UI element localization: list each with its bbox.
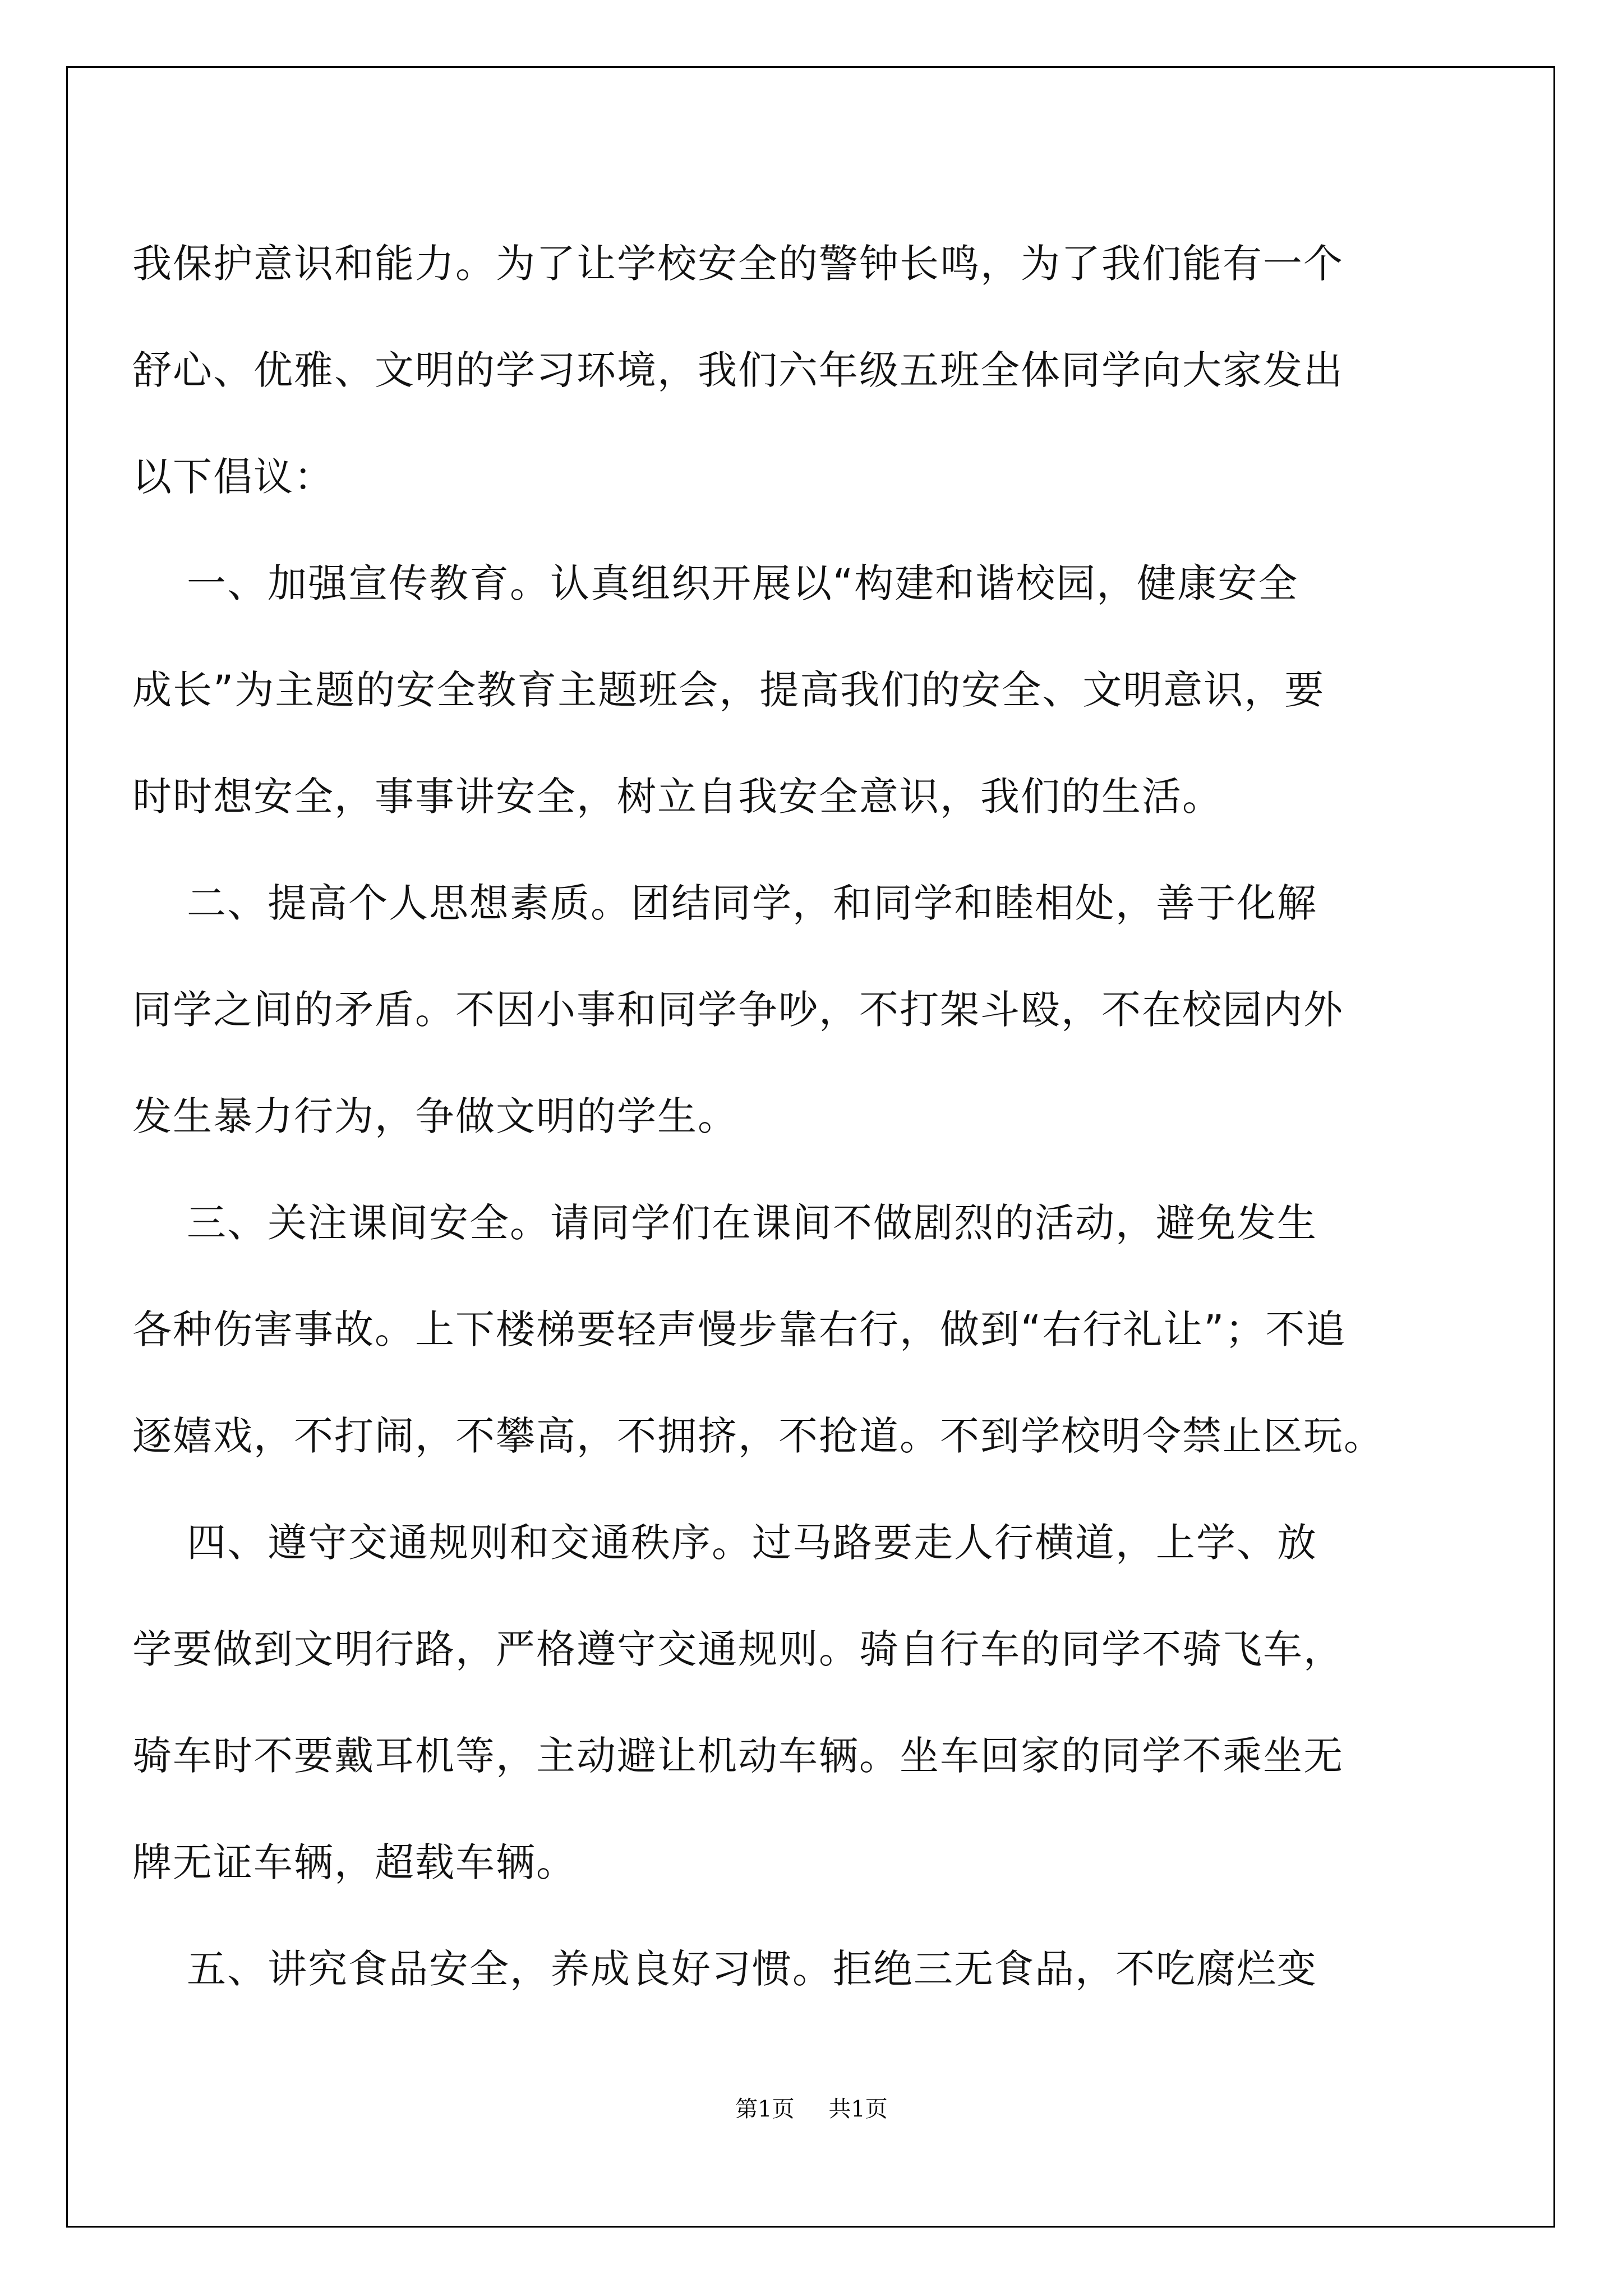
text-line: 五、讲究食品安全，养成良好习惯。拒绝三无食品，不吃腐烂变 [132,1946,1318,1992]
text-line: 牌无证车辆，超载车辆。 [132,1839,577,1885]
text-line: 二、提高个人思想素质。团结同学，和同学和睦相处，善于化解 [132,880,1318,926]
text-line: 四、遵守交通规则和交通秩序。过马路要走人行横道，上学、放 [132,1520,1318,1566]
text-line: 学要做到文明行路，严格遵守交通规则。骑自行车的同学不骑飞车， [132,1626,1344,1672]
text-line: 逐嬉戏，不打闹，不攀高，不拥挤，不抢道。不到学校明令禁止区玩。 [132,1413,1384,1459]
text-line: 一、加强宣传教育。认真组织开展以“构建和谐校园，健康安全 [132,560,1299,606]
page-footer [0,2091,1623,2123]
text-line: 舒心、优雅、文明的学习环境，我们六年级五班全体同学向大家发出 [132,347,1344,393]
text-line: 发生暴力行为，争做文明的学生。 [132,1093,738,1139]
text-line: 以下倡议： [132,454,334,500]
text-line: 三、关注课间安全。请同学们在课间不做剧烈的活动，避免发生 [132,1200,1318,1246]
text-line: 时时想安全，事事讲安全，树立自我安全意识，我们的生活。 [132,774,1223,820]
text-line: 骑车时不要戴耳机等，主动避让机动车辆。坐车回家的同学不乘坐无 [132,1733,1344,1779]
page-number-total: 共1页 [828,2096,888,2122]
text-line: 同学之间的矛盾。不因小事和同学争吵，不打架斗殴，不在校园内外 [132,987,1344,1033]
document-body [132,210,1439,2022]
text-line: 各种伤害事故。上下楼梯要轻声慢步靠右行，做到“右行礼让”；不追 [132,1306,1347,1352]
page-number-current: 第1页 [735,2096,795,2122]
text-line: 成长”为主题的安全教育主题班会，提高我们的安全、文明意识，要 [132,667,1325,713]
text-line: 我保护意识和能力。为了让学校安全的警钟长鸣，为了我们能有一个 [132,241,1344,287]
